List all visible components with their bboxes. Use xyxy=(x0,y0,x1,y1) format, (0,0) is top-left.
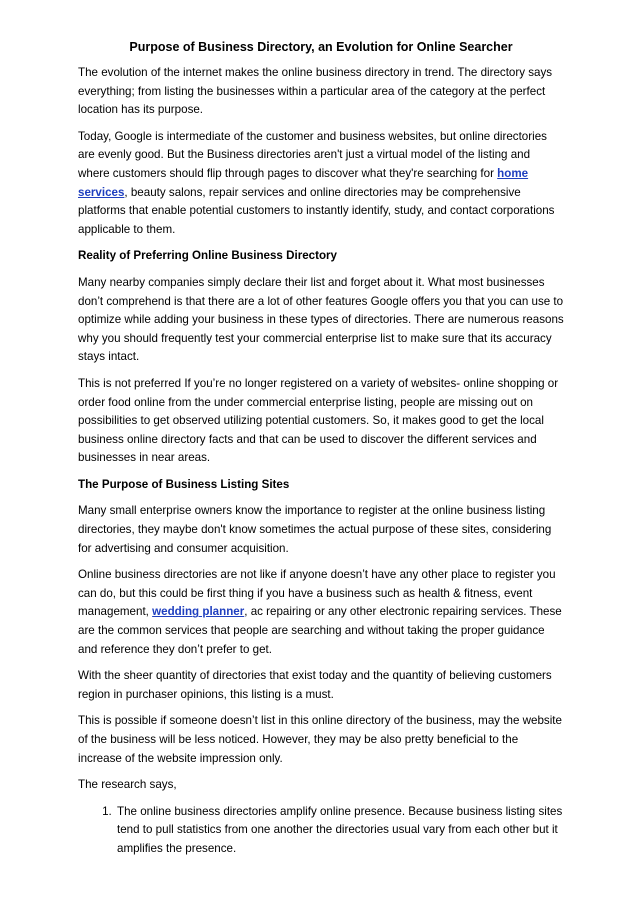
paragraph-possible: This is possible if someone doesn’t list in this online directory of the business, may the website of the business will be less noticed. However, they may be also pretty beneficial to the increase of the website impression only. xyxy=(78,714,562,765)
paragraph-online-directories-text-a: Online business directories are not like if anyone doesn’t have any other place to register you can do, but this could be first thing if you have a business such as health & fitness, event management, xyxy=(78,568,556,619)
paragraph-research: The research says, xyxy=(78,778,177,792)
heading-reality: Reality of Preferring Online Business Directory xyxy=(78,249,338,263)
paragraph-online-directories xyxy=(78,566,564,659)
document-page xyxy=(78,38,564,859)
document-title: Purpose of Business Directory, an Evolution for Online Searcher xyxy=(129,40,513,54)
paragraph-sheer-quantity: With the sheer quantity of directories that exist today and the quantity of believing customers region in purchaser opinions, this listing is a must. xyxy=(78,669,552,701)
list-item: 1. The online business directories amplify online presence. Because business listing sites tend to pull statistics from one another the directories usual vary from each other but it amplifies the presence. xyxy=(115,803,564,859)
paragraph-nearby-companies: Many nearby companies simply declare their list and forget about it. What most businesses don’t comprehend is that there are a lot of other features Google offers you that you can use to optimize while adding your business in these types of directories. There are numerous reasons why you should frequently test your commercial enterprise list to make sure that its accuracy stays intact. xyxy=(78,275,564,364)
research-list xyxy=(78,803,564,859)
paragraph-google xyxy=(78,128,564,240)
wedding-planner-link[interactable]: wedding planner xyxy=(152,605,245,619)
paragraph-google-text-b: , beauty salons, repair services and online directories may be comprehensive platforms that enable potential customers to instantly identify, study, and contact corporations applicable to them. xyxy=(78,185,555,236)
home-services-link[interactable]: home services xyxy=(78,166,529,199)
paragraph-not-preferred: This is not preferred If you’re no longer registered on a variety of websites- online shopping or order food online from the under commercial enterprise listing, people are missing out on possibilities to get observed utilizing potential customers. So, it makes good to get the local business online directory facts and that can be used to discover the different services and businesses in near areas. xyxy=(78,376,559,465)
paragraph-intro: The evolution of the internet makes the online business directory in trend. The directory says everything; from listing the businesses within a particular area of the category at the perfect location has its purpose. xyxy=(78,66,553,117)
paragraph-google-text-a: Today, Google is intermediate of the customer and business websites, but online directories are evenly good. But the Business directories aren't just a virtual model of the listing and where customers should flip through pages to discover what they're searching for xyxy=(78,129,547,180)
paragraph-small-enterprise: Many small enterprise owners know the importance to register at the online business listing directories, they maybe don't know sometimes the actual purpose of these sites, considering for advertising and consumer acquisition. xyxy=(78,504,552,555)
heading-purpose: The Purpose of Business Listing Sites xyxy=(78,477,290,491)
paragraph-online-directories-text-b: , ac repairing or any other electronic repairing services. These are the common services that people are searching and without taking the proper guidance and reference they don’t prefer to get. xyxy=(78,605,562,656)
